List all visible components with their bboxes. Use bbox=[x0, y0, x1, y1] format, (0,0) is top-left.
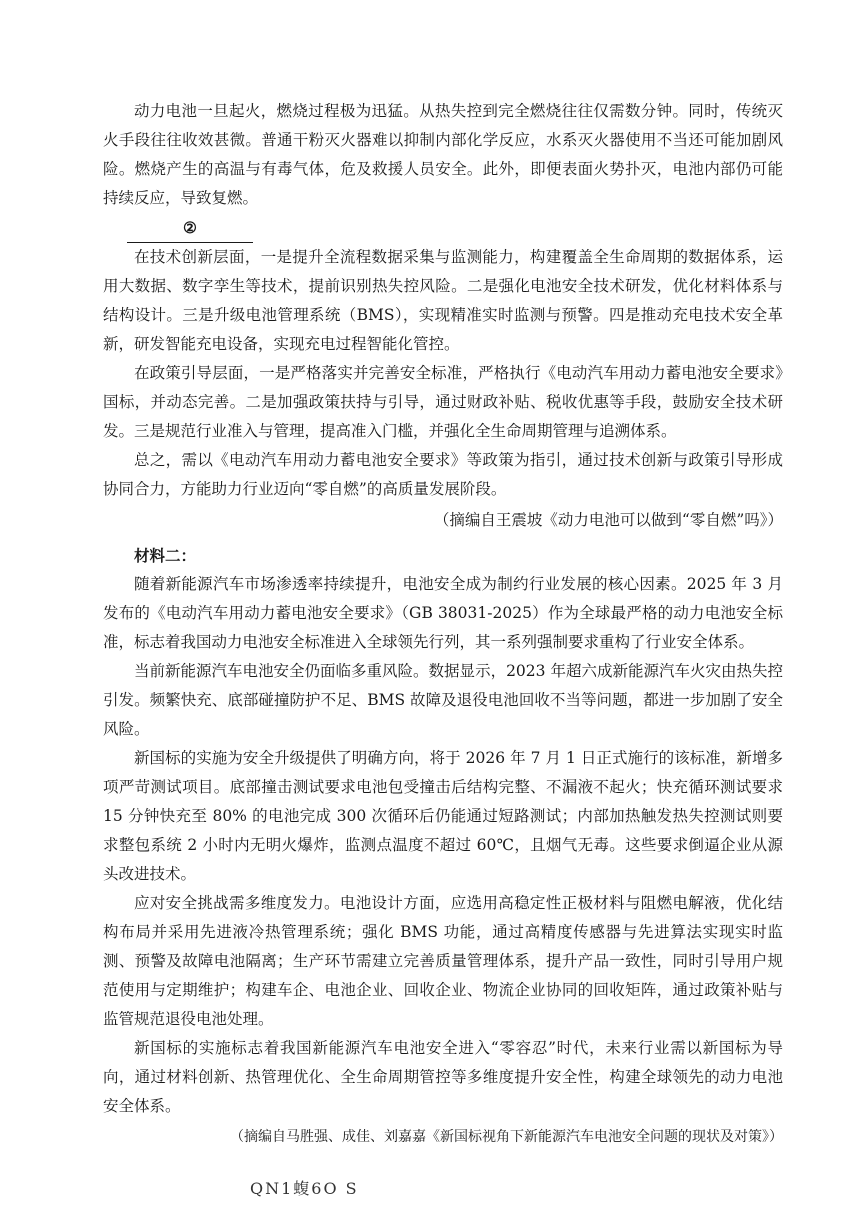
fill-in-blank-2: ② bbox=[127, 213, 253, 243]
page-footer: QN1蝮6O S bbox=[250, 1179, 359, 1198]
paragraph-conclusion: 总之，需以《电动汽车用动力蓄电池安全要求》等政策为指引，通过技术创新与政策引导形成协同合力，方能助力行业迈向“零自燃”的高质量发展阶段。 bbox=[103, 451, 783, 498]
paragraph-tech-innovation: 在技术创新层面，一是提升全流程数据采集与监测能力，构建覆盖全生命周期的数据体系，运用大数据、数字孪生等技术，提前识别热失控风险。二是强化电池安全技术研发，优化材料体系与结构设计。三是升级电池管理系统（BMS），实现精准实时监测与预警。四是推动充电技术安全革新，研发智能充电设备，实现充电过程智能化管控。 bbox=[103, 248, 783, 353]
paragraph-zero-tolerance: 新国标的实施标志着我国新能源汽车电池安全进入“零容忍”时代，未来行业需以新国标为导向，通过材料创新、热管理优化、全生命周期管控等多维度提升安全性，构建全球领先的动力电池安全体系。 bbox=[103, 1039, 783, 1115]
paragraph-multi-dimension: 应对安全挑战需多维度发力。电池设计方面，应选用高稳定性正极材料与阻燃电解液，优化结构布局并采用先进液冷热管理系统；强化 BMS 功能，通过高精度传感器与先进算法实现实时监测、预警及故障电池隔离；生产环节需建立完善质量管理体系，提升产品一致性，同时引导用户规范使用与定期维护；构建车企、电池企业、回收企业、物流企业协同的回收矩阵，通过政策补贴与监管规范退役电池处理。 bbox=[103, 894, 783, 1028]
material-two-heading: 材料二： bbox=[134, 546, 197, 565]
source-citation-one: （摘编自王震坡《动力电池可以做到“零自燃”吗》） bbox=[433, 511, 783, 529]
paragraph-current-risks: 当前新能源汽车电池安全仍面临多重风险。数据显示，2023 年超六成新能源汽车火灾由热失控引发。频繁快充、底部碰撞防护不足、BMS 故障及退役电池回收不当等问题，都进一步加剧了安全风险。 bbox=[103, 662, 783, 738]
paragraph-policy-guidance: 在政策引导层面，一是严格落实并完善安全标准，严格执行《电动汽车用动力蓄电池安全要求》国标，并动态完善。二是加强政策扶持与引导，通过财政补贴、税收优惠等手段，鼓励安全技术研发。三是规范行业准入与管理，提高准入门槛，并强化全生命周期管理与追溯体系。 bbox=[103, 364, 783, 440]
source-citation-two: （摘编自马胜强、成佳、刘嘉嘉《新国标视角下新能源汽车电池安全问题的现状及对策》） bbox=[230, 1129, 783, 1145]
article-body bbox=[103, 97, 783, 1152]
paragraph-new-standard: 新国标的实施为安全升级提供了明确方向，将于 2026 年 7 月 1 日正式施行的该标准，新增多项严苛测试项目。底部撞击测试要求电池包受撞击后结构完整、不漏液不起火；快充循环测试要求 15 分钟快充至 80% 的电池完成 300 次循环后仍能通过短路测试；内部加热触发热失控测试则要求整包系统 2 小时内无明火爆炸，监测点温度不超过 60℃，且烟气无毒。这些要求倒逼企业从源头改进技术。 bbox=[103, 749, 783, 883]
paragraph-market-penetration: 随着新能源汽车市场渗透率持续提升，电池安全成为制约行业发展的核心因素。2025 年 3 月发布的《电动汽车用动力蓄电池安全要求》（GB 38031-2025）作为全球最严格的动力电池安全标准，标志着我国动力电池安全标准进入全球领先行列，其一系列强制要求重构了行业安全体系。 bbox=[103, 575, 783, 651]
paragraph-fire-risk: 动力电池一旦起火，燃烧过程极为迅猛。从热失控到完全燃烧往往仅需数分钟。同时，传统灭火手段往往收效甚微。普通干粉灭火器难以抑制内部化学反应，水系灭火器使用不当还可能加剧风险。燃烧产生的高温与有毒气体，危及救援人员安全。此外，即便表面火势扑灭，电池内部仍可能持续反应，导致复燃。 bbox=[103, 102, 783, 207]
